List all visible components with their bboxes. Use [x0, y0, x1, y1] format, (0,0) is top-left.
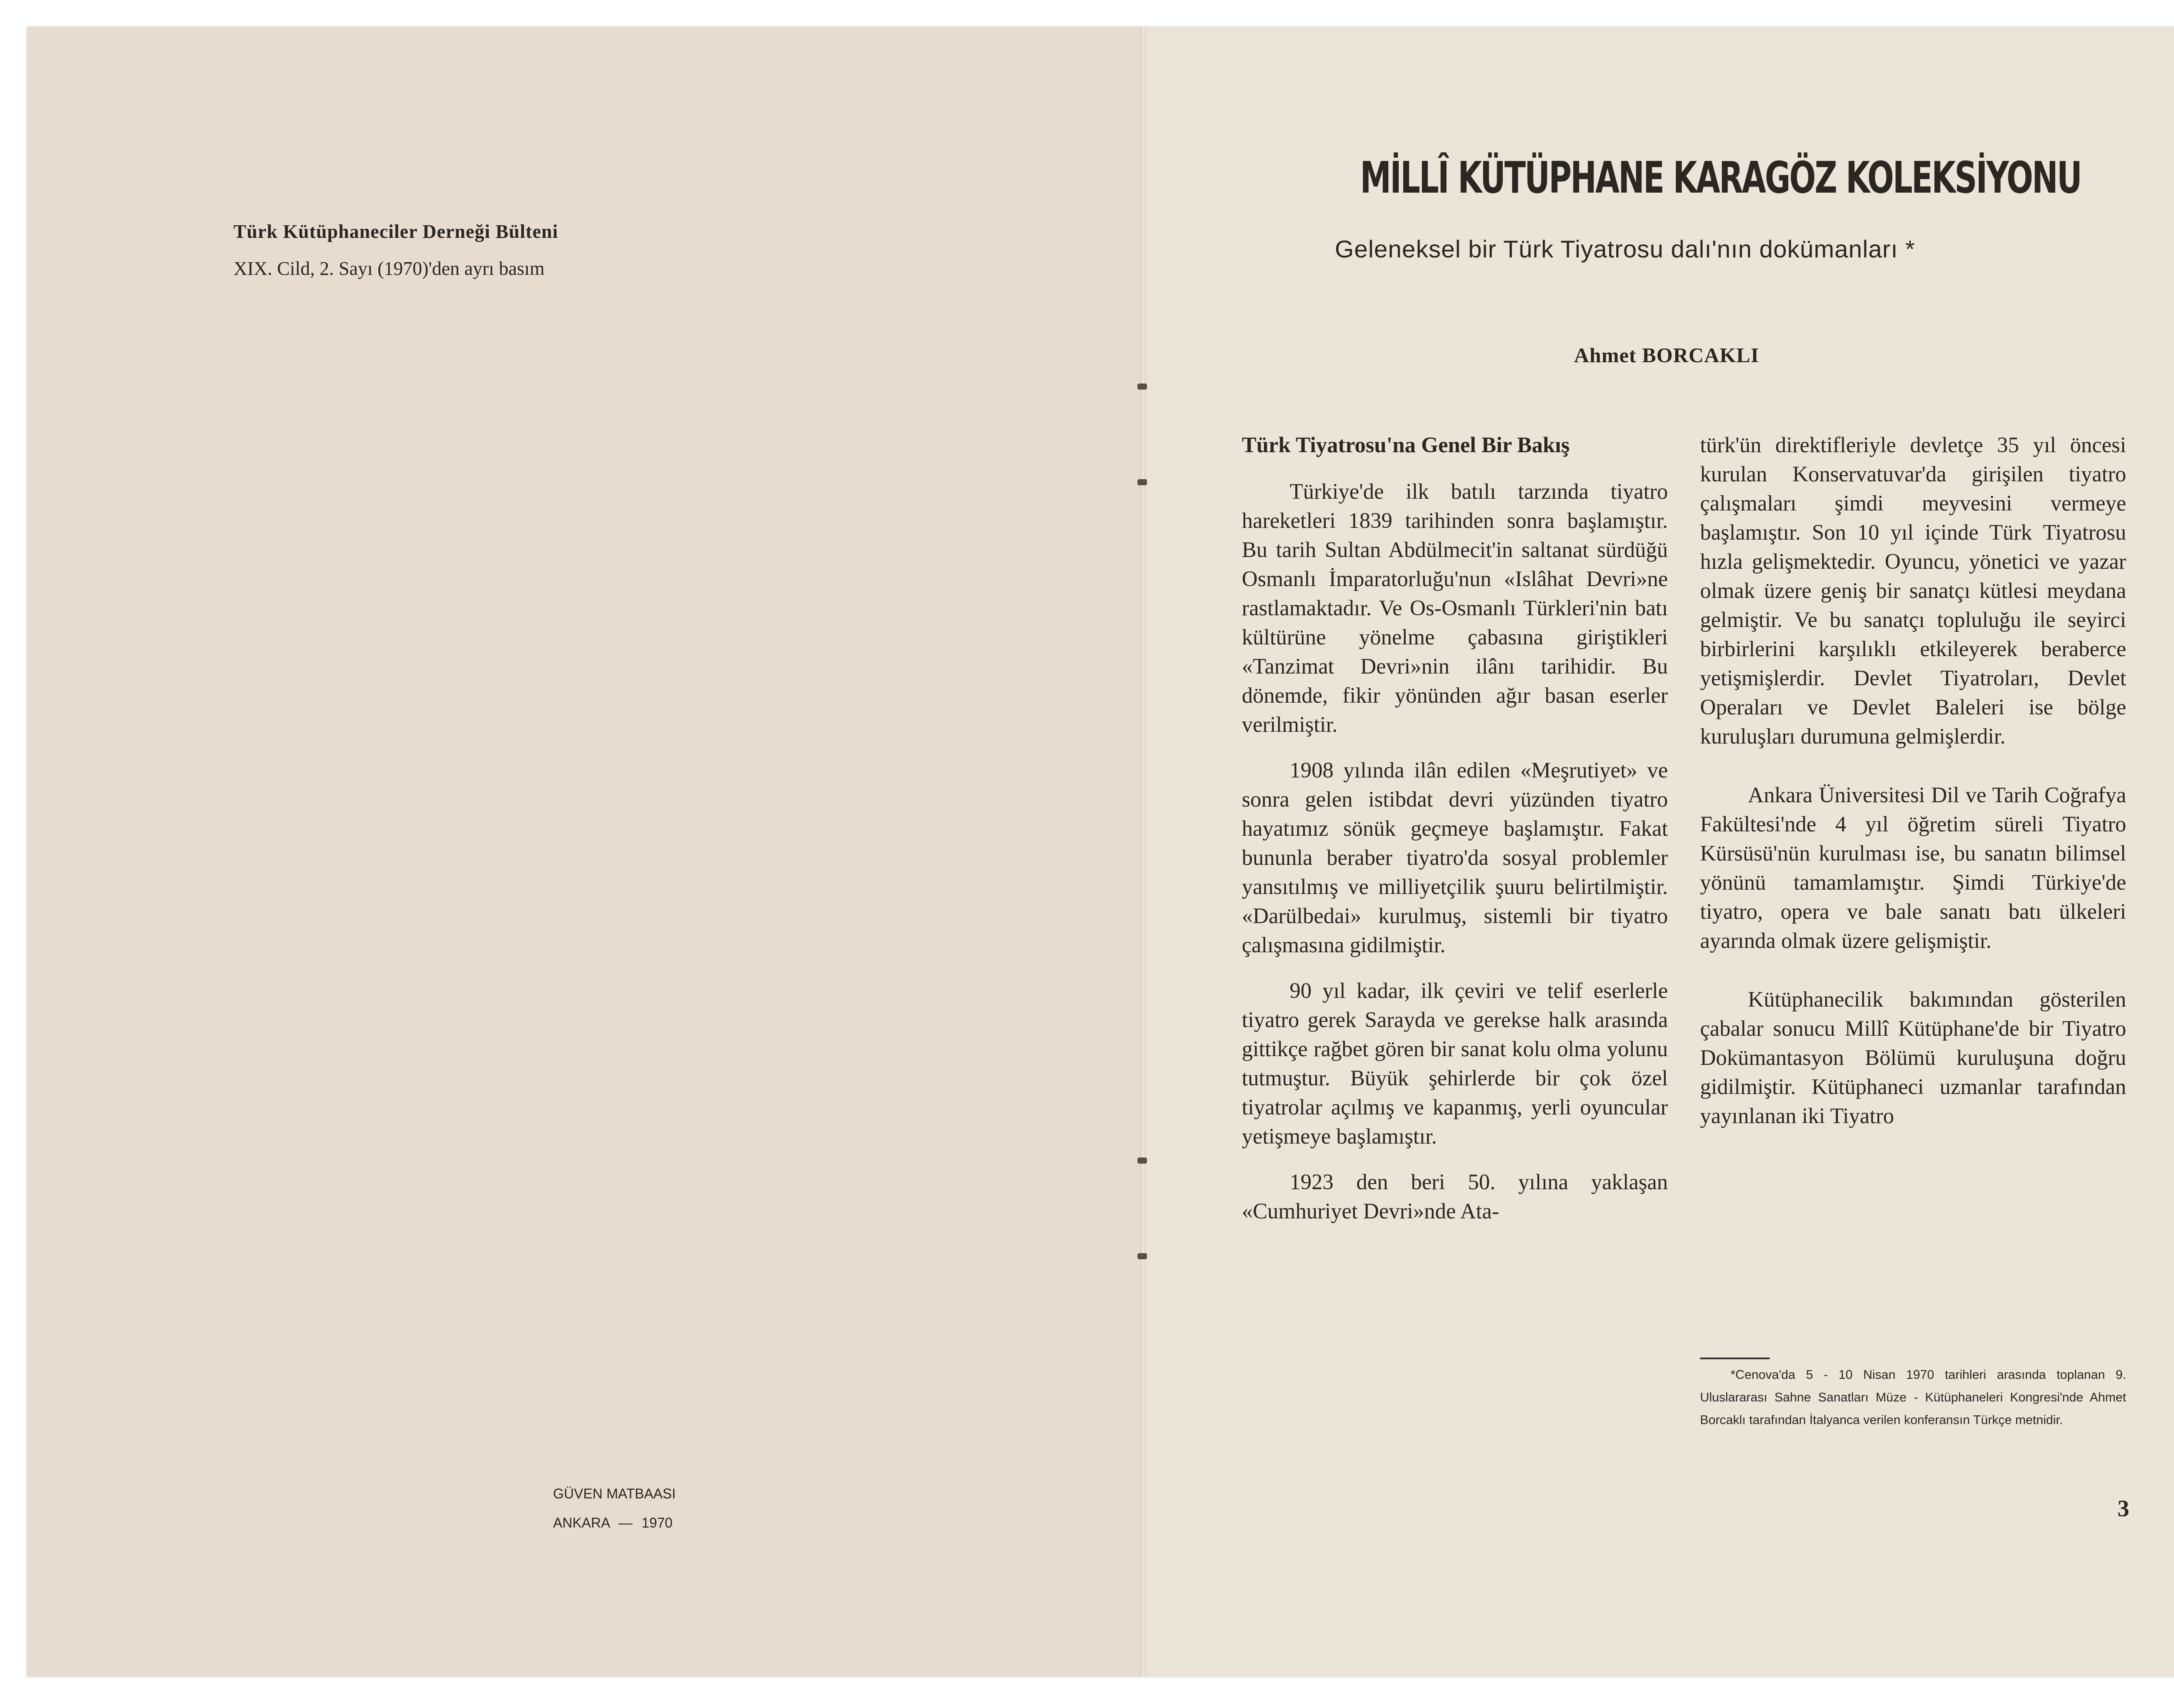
binding-staple	[1137, 479, 1147, 485]
paragraph: 1908 yılında ilân edilen «Meşrutiyet» ve sonra gelen istibdat devri yüzünden tiyatro hayatımız sönük geçmeye başlamıştır. Fakat bununla beraber tiyatro'da sosyal problemler yansıtılmış ve milliyetçilik şuuru belirtilmiştir. «Darülbedai» kurulmuş, sistemli bir tiyatro çalışmasına gidilmiştir.	[1242, 758, 1668, 957]
printer-city-year: ANKARA — 1970	[553, 1515, 673, 1531]
article-subtitle: Geleneksel bir Türk Tiyatrosu dalı'nın dokümanları *	[1335, 235, 1915, 263]
page-gutter	[1140, 27, 1146, 1677]
page-number: 3	[2117, 1495, 2129, 1521]
binding-staple	[1137, 1158, 1147, 1164]
binding-staple	[1137, 384, 1147, 390]
paragraph: Kütüphanecilik bakımından gösterilen çabalar sonucu Millî Kütüphane'de bir Tiyatro Dokümantasyon Bölümü kuruluşuna doğru gidilmiştir. Kütüphaneci uzmanlar tarafından yayınlanan iki Tiyatro	[1700, 987, 2126, 1128]
text-column-right	[1700, 430, 2126, 1131]
paragraph: Ankara Üniversitesi Dil ve Tarih Coğrafya Fakültesi'nde 4 yıl öğretim süreli Tiyatro Kürsüsü'nün kurulması ise, bu sanatın bilimsel yönünü tamamlamıştır. Şimdi Türkiye'de tiyatro, opera ve bale sanatı batı ülkeleri ayarında olmak üzere gelişmiştir.	[1700, 783, 2126, 953]
bulletin-title: Türk Kütüphaneciler Derneği Bülteni	[233, 221, 558, 242]
author-name: Ahmet BORCAKLI	[1574, 344, 1760, 367]
left-page	[27, 27, 1143, 1677]
paragraph: türk'ün direktifleriyle devletçe 35 yıl öncesi kurulan Konservatuvar'da girişilen tiyatro çalışmaları şimdi meyvesini vermeye başlamıştır. Son 10 yıl içinde Türk Tiyatrosu hızla gelişmektedir. Oyuncu, yönetici ve yazar olmak üzere geniş bir sanatçı kütlesi meydana gelmiştir. Ve bu sanatçı topluluğu ile seyirci birbirlerini karşılıklı etkileyerek beraberce yetişmişlerdir. Devlet Tiyatroları, Devlet Operaları ve Devlet Baleleri ise bölge kuruluşları durumuna gelmişlerdir.	[1700, 433, 2126, 748]
printer-name: GÜVEN MATBAASI	[553, 1486, 676, 1501]
paragraph: Türkiye'de ilk batılı tarzında tiyatro hareketleri 1839 tarihinden sonra başlamıştır. Bu tarih Sultan Abdülmecit'in saltanat sürdüğü Osmanlı İmparatorluğu'nun «Islâhat Devri»ne rastlamaktadır. Ve Os-Osmanlı Türkleri'nin batı kültürüne yönelme çabasına giriştikleri «Tanzimat Devri»nin ilânı tarihidir. Bu dönemde, fikir yönünden ağır basan eserler verilmiştir.	[1242, 479, 1668, 737]
paragraph: 1923 den beri 50. yılına yaklaşan «Cumhuriyet Devri»nde Ata-	[1242, 1170, 1668, 1223]
bulletin-issue: XIX. Cild, 2. Sayı (1970)'den ayrı basım	[233, 258, 545, 279]
article-title: MİLLÎ KÜTÜPHANE KARAGÖZ KOLEKSİYONU	[1360, 152, 2081, 203]
binding-staple	[1137, 1253, 1147, 1259]
footnote-divider	[1700, 1358, 1770, 1359]
text-column-left	[1242, 430, 1668, 1226]
paragraph: 90 yıl kadar, ilk çeviri ve telif eserlerle tiyatro gerek Sarayda ve gerekse halk arasında gittikçe rağbet gören bir sanat kolu olma yolunu tutmuştur. Büyük şehirlerde bir çok özel tiyatrolar açılmış ve kapanmış, yerli oyuncular yetişmeye başlamıştır.	[1242, 978, 1668, 1148]
footnote: *Cenova'da 5 - 10 Nisan 1970 tarihleri arasında toplanan 9. Uluslararası Sahne Sanatları Müze - Kütüphaneleri Kongresi'nde Ahmet Borcaklı tarafından İtalyanca verilen konferansın Türkçe metnidir.	[1700, 1368, 2126, 1427]
section-heading: Türk Tiyatrosu'na Genel Bir Bakış	[1242, 433, 1570, 457]
